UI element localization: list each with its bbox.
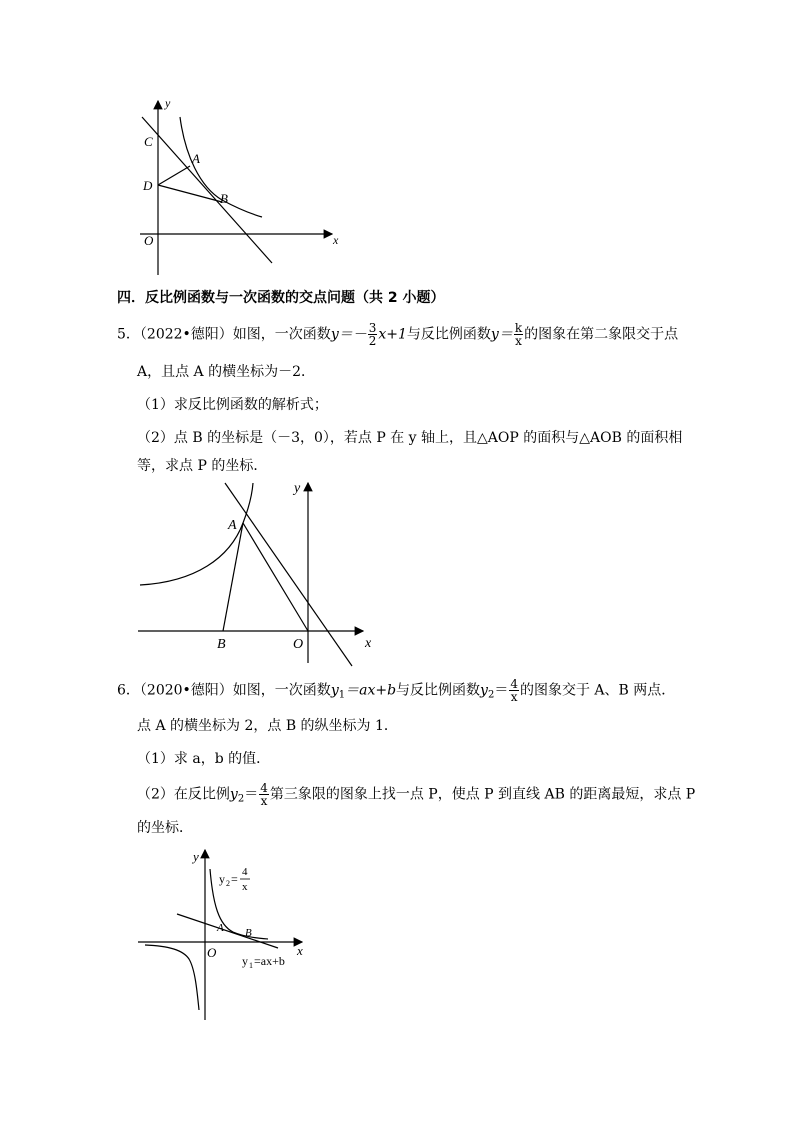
q6-number: 6． xyxy=(117,682,140,699)
line-label-sub: 1 xyxy=(249,961,253,970)
q6-frac-num: 4 xyxy=(510,677,518,691)
label-d: D xyxy=(143,178,153,193)
q6-fraction xyxy=(509,678,519,703)
figure-2 xyxy=(135,478,390,673)
label-x: x xyxy=(297,943,303,958)
figure-1 xyxy=(130,95,350,280)
label-c: C xyxy=(144,134,153,149)
label-x: x xyxy=(365,636,372,651)
q5-number: 5． xyxy=(117,326,140,343)
q6-part2-a: （2）在反比例 xyxy=(137,786,230,803)
line-y-kx xyxy=(225,483,352,666)
q6-part2-eq: ＝ xyxy=(244,786,259,803)
q5-frac-num: 3 xyxy=(368,321,377,335)
line-label-y: y xyxy=(242,954,248,968)
q6-part2-fraction xyxy=(259,782,269,807)
label-o: O xyxy=(144,233,154,248)
curve-label-eq: = xyxy=(231,872,238,886)
q5-y-eq: y＝－ xyxy=(330,326,367,343)
label-y: y xyxy=(165,96,171,110)
q6-end: 的图象交于 A、B 两点． xyxy=(519,682,676,699)
q6-mid: 与反比例函数 xyxy=(396,682,481,699)
q6-part1: （1）求 a，b 的值． xyxy=(137,751,271,767)
label-a: A xyxy=(228,518,237,533)
q6-part2-sub: 2 xyxy=(237,793,245,805)
q5-mid: 与反比例函数 xyxy=(406,326,491,343)
q6-eq2: ＝ xyxy=(494,682,509,699)
q5-frac-den: 2 xyxy=(368,334,377,348)
curve-label xyxy=(219,866,250,893)
curve-label-den: x xyxy=(242,881,248,893)
line-cb xyxy=(142,117,272,263)
q6-part2-num: 4 xyxy=(260,781,268,795)
figure-3 xyxy=(135,845,315,1023)
label-b: B xyxy=(245,927,252,939)
label-b: B xyxy=(220,191,228,206)
segment-ab xyxy=(223,523,243,631)
q5-fraction2 xyxy=(514,322,523,347)
q6-part2-den: x xyxy=(260,794,268,808)
q5-frac2-num: k xyxy=(514,321,523,335)
curve-label-num: 4 xyxy=(242,866,248,878)
q5-part1: （1）求反比例函数的解析式； xyxy=(137,397,328,413)
segment-ao xyxy=(243,523,308,631)
section-heading: 四．反比例函数与一次函数的交点问题（共 2 小题） xyxy=(117,290,445,306)
q5-source: （2022•德阳）如图，一次函数 xyxy=(139,326,331,343)
q5-line2: A，且点 A 的横坐标为－2． xyxy=(137,364,316,380)
q6-source: （2020•德阳）如图，一次函数 xyxy=(139,682,331,699)
q6-part2-b: 第三象限的图象上找一点 P，使点 P 到直线 AB 的距离最短，求点 P xyxy=(269,786,696,803)
q6-frac-den: x xyxy=(510,690,518,704)
q5-line1 xyxy=(117,322,678,347)
line-label-expr: =ax+b xyxy=(254,954,285,968)
q5-y-eq2: y＝ xyxy=(490,326,513,343)
q5-fraction xyxy=(368,322,378,347)
hyperbola-branch-q3 xyxy=(145,945,199,1010)
q6-line2: 点 A 的横坐标为 2，点 B 的纵坐标为 1． xyxy=(137,718,398,734)
q6-part2-c: 的坐标． xyxy=(137,820,193,836)
label-a: A xyxy=(192,151,200,166)
line-label xyxy=(242,954,285,970)
q5-expr-tail: x+1 xyxy=(378,326,407,343)
label-o: O xyxy=(293,637,304,652)
q5-end: 的图象在第二象限交于点 xyxy=(524,326,679,343)
label-b: B xyxy=(217,637,226,652)
curve-label-sub: 2 xyxy=(226,879,230,888)
q5-part2-a: （2）点 B 的坐标是（－3，0），若点 P 在 y 轴上，且△AOP 的面积与△AOB 的面积相 xyxy=(137,430,683,446)
q6-part2-y: y xyxy=(229,786,238,803)
curve-label-y: y xyxy=(219,872,225,886)
q6-sub2: 2 xyxy=(487,689,495,701)
label-o: O xyxy=(207,945,217,960)
q5-frac2-den: x xyxy=(515,334,522,348)
label-y: y xyxy=(294,481,301,496)
q6-sub1: 1 xyxy=(338,689,346,701)
q5-part2-b: 等，求点 P 的坐标． xyxy=(137,458,268,474)
q6-y2: y xyxy=(480,682,488,699)
label-y: y xyxy=(193,849,199,864)
label-a: A xyxy=(217,922,224,934)
q6-line1 xyxy=(117,678,675,706)
q6-y1: y xyxy=(330,682,339,699)
q6-part2-line1 xyxy=(137,782,695,810)
segment-da xyxy=(158,166,190,185)
label-x: x xyxy=(333,233,339,247)
line-y1 xyxy=(177,914,278,948)
q6-expr1: ＝ax+b xyxy=(345,682,397,699)
